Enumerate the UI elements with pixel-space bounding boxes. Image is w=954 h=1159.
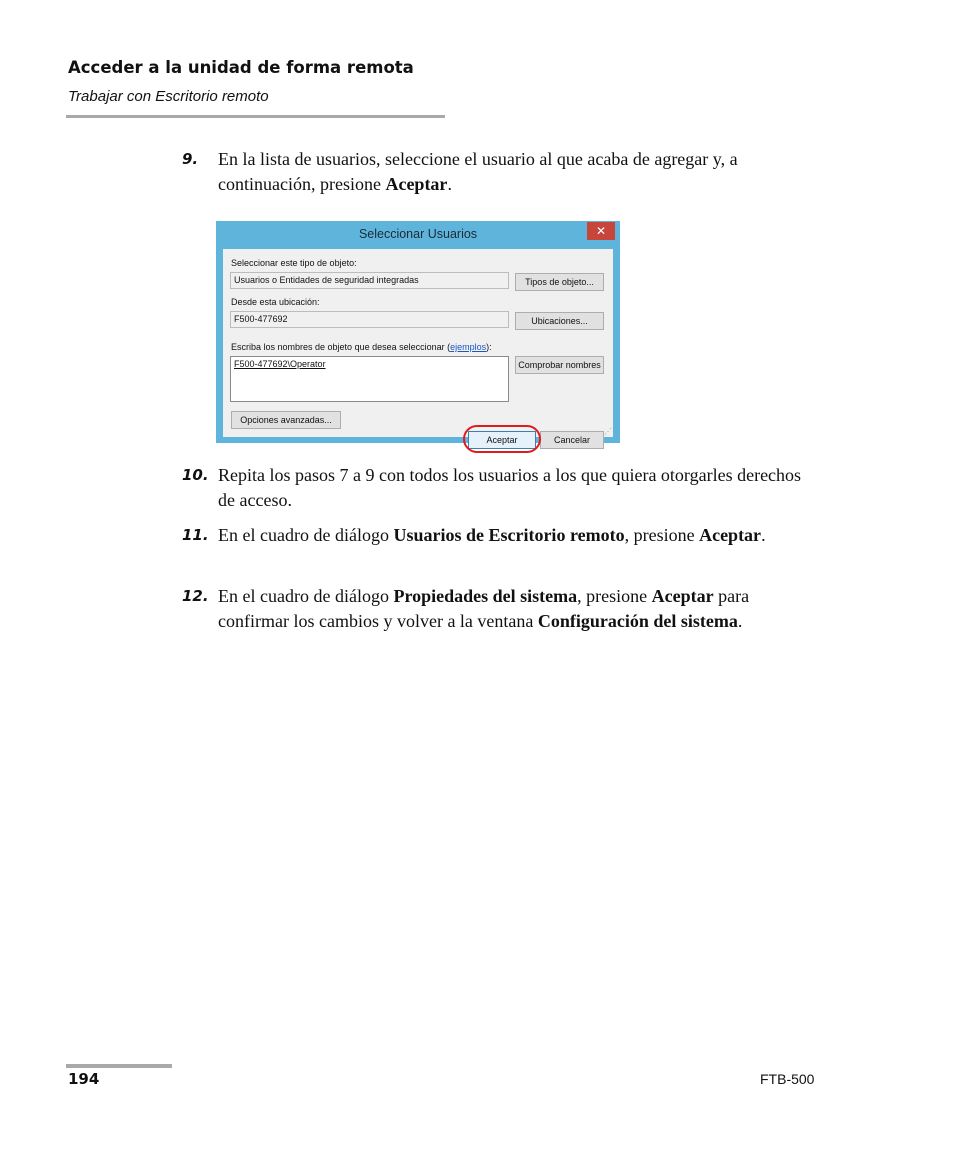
step-bold: Aceptar [699,525,762,545]
dialog-title: Seleccionar Usuarios [358,227,478,241]
dialog-body [223,249,613,445]
examples-link[interactable]: ejemplos [450,342,487,352]
step-text: para confirmar los cambios y volver a la ventana [218,586,750,631]
running-header-title: Acceder a la unidad de forma remota [68,58,414,77]
product-model: FTB-500 [760,1071,815,1087]
step-text: En el cuadro de diálogo [218,586,394,606]
step-bold: Aceptar [651,586,714,606]
object-type-label: Seleccionar este tipo de objeto: [231,258,357,268]
close-icon[interactable]: ✕ [587,222,615,240]
advanced-options-button[interactable]: Opciones avanzadas... [231,411,341,429]
header-rule [66,115,445,118]
running-header-subtitle: Trabajar con Escritorio remoto [68,88,269,105]
page-number: 194 [68,1070,100,1088]
select-users-dialog [216,221,620,443]
step-text: En la lista de usuarios, seleccione el usuario al que acaba de agregar y, a continuación, presione [218,149,738,194]
check-names-button[interactable]: Comprobar nombres [515,356,604,374]
step-number: 9. [182,150,199,168]
step-bold: Propiedades del sistema [393,586,578,606]
step-text: , presione [624,525,700,545]
highlight-ring [463,425,541,453]
step-9 [182,147,818,197]
step-number: 10. [182,466,209,484]
footer-rule [66,1064,172,1068]
object-names-input[interactable]: F500-477692\Operator [230,356,509,402]
location-field: F500-477692 [230,311,509,328]
ok-button[interactable]: Aceptar [468,431,536,449]
resize-grip-icon[interactable]: ⋰ [604,427,612,436]
step-bold: Aceptar [385,174,448,194]
locations-button[interactable]: Ubicaciones... [515,312,604,330]
cancel-button[interactable]: Cancelar [540,431,604,449]
step-number: 11. [182,526,209,544]
step-text: Repita los pasos 7 a 9 con todos los usuarios a los que quiera otorgarles derechos de acceso. [218,465,802,510]
step-11 [182,523,818,548]
step-text: . [447,174,452,194]
step-text: . [737,611,743,631]
step-bold: Usuarios de Escritorio remoto [393,525,625,545]
location-label: Desde esta ubicación: [231,297,320,307]
step-text: . [761,525,766,545]
step-text: , presione [577,586,652,606]
step-12 [182,584,818,634]
object-types-button[interactable]: Tipos de objeto... [515,273,604,291]
step-text: En el cuadro de diálogo [218,525,394,545]
object-names-label: Escriba los nombres de objeto que desea seleccionar (ejemplos): [231,342,492,352]
step-bold: Configuración del sistema [537,611,738,631]
object-type-field: Usuarios o Entidades de seguridad integradas [230,272,509,289]
step-10 [182,463,818,513]
step-number: 12. [182,587,209,605]
